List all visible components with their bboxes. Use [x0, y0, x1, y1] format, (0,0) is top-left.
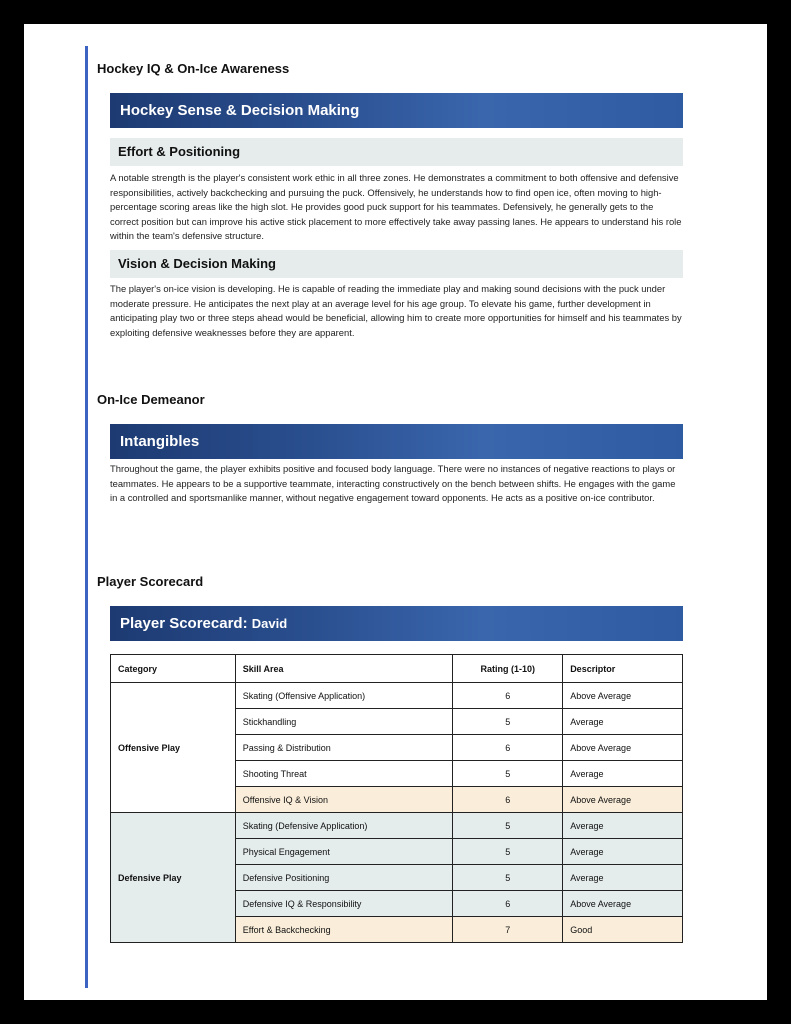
paragraph-vision-decision: The player's on-ice vision is developing. He is capable of reading the immediate play and making sound decisions with the puck under moderate pressure. He anticipates the next play at an average level for his age group. To elevate his game, further development in anticipating play two or three steps ahead would be beneficial, allowing him to create more opportunities for himself and his teammates by exploiting defensive weaknesses before they are apparent.	[110, 283, 682, 338]
rating-cell: 6	[453, 891, 563, 917]
subheading-vision-decision: Vision & Decision Making	[110, 250, 683, 278]
descriptor-cell: Above Average	[563, 735, 683, 761]
paragraph-effort-positioning: A notable strength is the player's consistent work ethic in all three zones. He demonstrates a commitment to both offensive and defensive responsibilities, actively backchecking and pursuing the puck. Offensively, he understands how to find open ice, often moving to high-percentage scoring areas like the high slot. He provides good puck support for his teammates. Defensively, he generally gets to the correct position but can improve his active stick placement to more effectively take away passing lanes. He appears to understand his role within the team's defensive structure.	[110, 172, 682, 242]
table-row	[111, 813, 683, 839]
descriptor-cell: Average	[563, 813, 683, 839]
banner-title: Hockey Sense & Decision Making	[120, 102, 360, 119]
descriptor-cell: Average	[563, 709, 683, 735]
rating-cell: 6	[453, 787, 563, 813]
rating-cell: 7	[453, 917, 563, 943]
descriptor-cell: Average	[563, 839, 683, 865]
header-category: Category	[111, 655, 236, 683]
skill-cell: Skating (Defensive Application)	[235, 813, 453, 839]
paragraph-intangibles: Throughout the game, the player exhibits positive and focused body language. There were no instances of negative reactions to plays or teammates. He appears to be a supportive teammate, interacting constructively on the bench between shifts. He engages with the game in a controlled and sportsmanlike manner, without negative engagement toward opponents. He acts as a positive on-ice contributor.	[110, 463, 676, 504]
header-rating: Rating (1-10)	[453, 655, 563, 683]
banner-title: Intangibles	[120, 433, 200, 450]
rating-cell: 6	[453, 735, 563, 761]
report-page	[24, 24, 767, 1000]
scorecard-table	[110, 654, 683, 943]
descriptor-cell: Average	[563, 865, 683, 891]
skill-cell: Shooting Threat	[235, 761, 453, 787]
descriptor-cell: Good	[563, 917, 683, 943]
skill-cell: Skating (Offensive Application)	[235, 683, 453, 709]
rating-cell: 5	[453, 865, 563, 891]
category-defensive: Defensive Play	[111, 813, 236, 943]
skill-cell: Effort & Backchecking	[235, 917, 453, 943]
rating-cell: 5	[453, 813, 563, 839]
section-accent-bar	[85, 378, 88, 572]
skill-cell: Passing & Distribution	[235, 735, 453, 761]
skill-cell: Offensive IQ & Vision	[235, 787, 453, 813]
skill-cell: Physical Engagement	[235, 839, 453, 865]
rating-cell: 6	[453, 683, 563, 709]
subheading-effort-positioning: Effort & Positioning	[110, 138, 683, 166]
section-title-demeanor: On-Ice Demeanor	[97, 392, 205, 407]
skill-cell: Defensive Positioning	[235, 865, 453, 891]
category-offensive: Offensive Play	[111, 683, 236, 813]
skill-cell: Stickhandling	[235, 709, 453, 735]
banner-intangibles	[110, 424, 683, 459]
banner-title: Player Scorecard:	[120, 615, 248, 632]
header-skill-area: Skill Area	[235, 655, 453, 683]
table-header-row	[111, 655, 683, 683]
banner-player-scorecard	[110, 606, 683, 641]
banner-hockey-sense	[110, 93, 683, 128]
descriptor-cell: Average	[563, 761, 683, 787]
section-accent-bar	[85, 46, 88, 389]
header-descriptor: Descriptor	[563, 655, 683, 683]
table-row	[111, 683, 683, 709]
section-title-scorecard: Player Scorecard	[97, 574, 204, 589]
section-accent-bar	[85, 561, 88, 988]
descriptor-cell: Above Average	[563, 891, 683, 917]
rating-cell: 5	[453, 761, 563, 787]
player-name: David	[251, 616, 288, 631]
section-title-hockey-iq: Hockey IQ & On-Ice Awareness	[97, 61, 290, 76]
rating-cell: 5	[453, 709, 563, 735]
skill-cell: Defensive IQ & Responsibility	[235, 891, 453, 917]
descriptor-cell: Above Average	[563, 683, 683, 709]
rating-cell: 5	[453, 839, 563, 865]
descriptor-cell: Above Average	[563, 787, 683, 813]
